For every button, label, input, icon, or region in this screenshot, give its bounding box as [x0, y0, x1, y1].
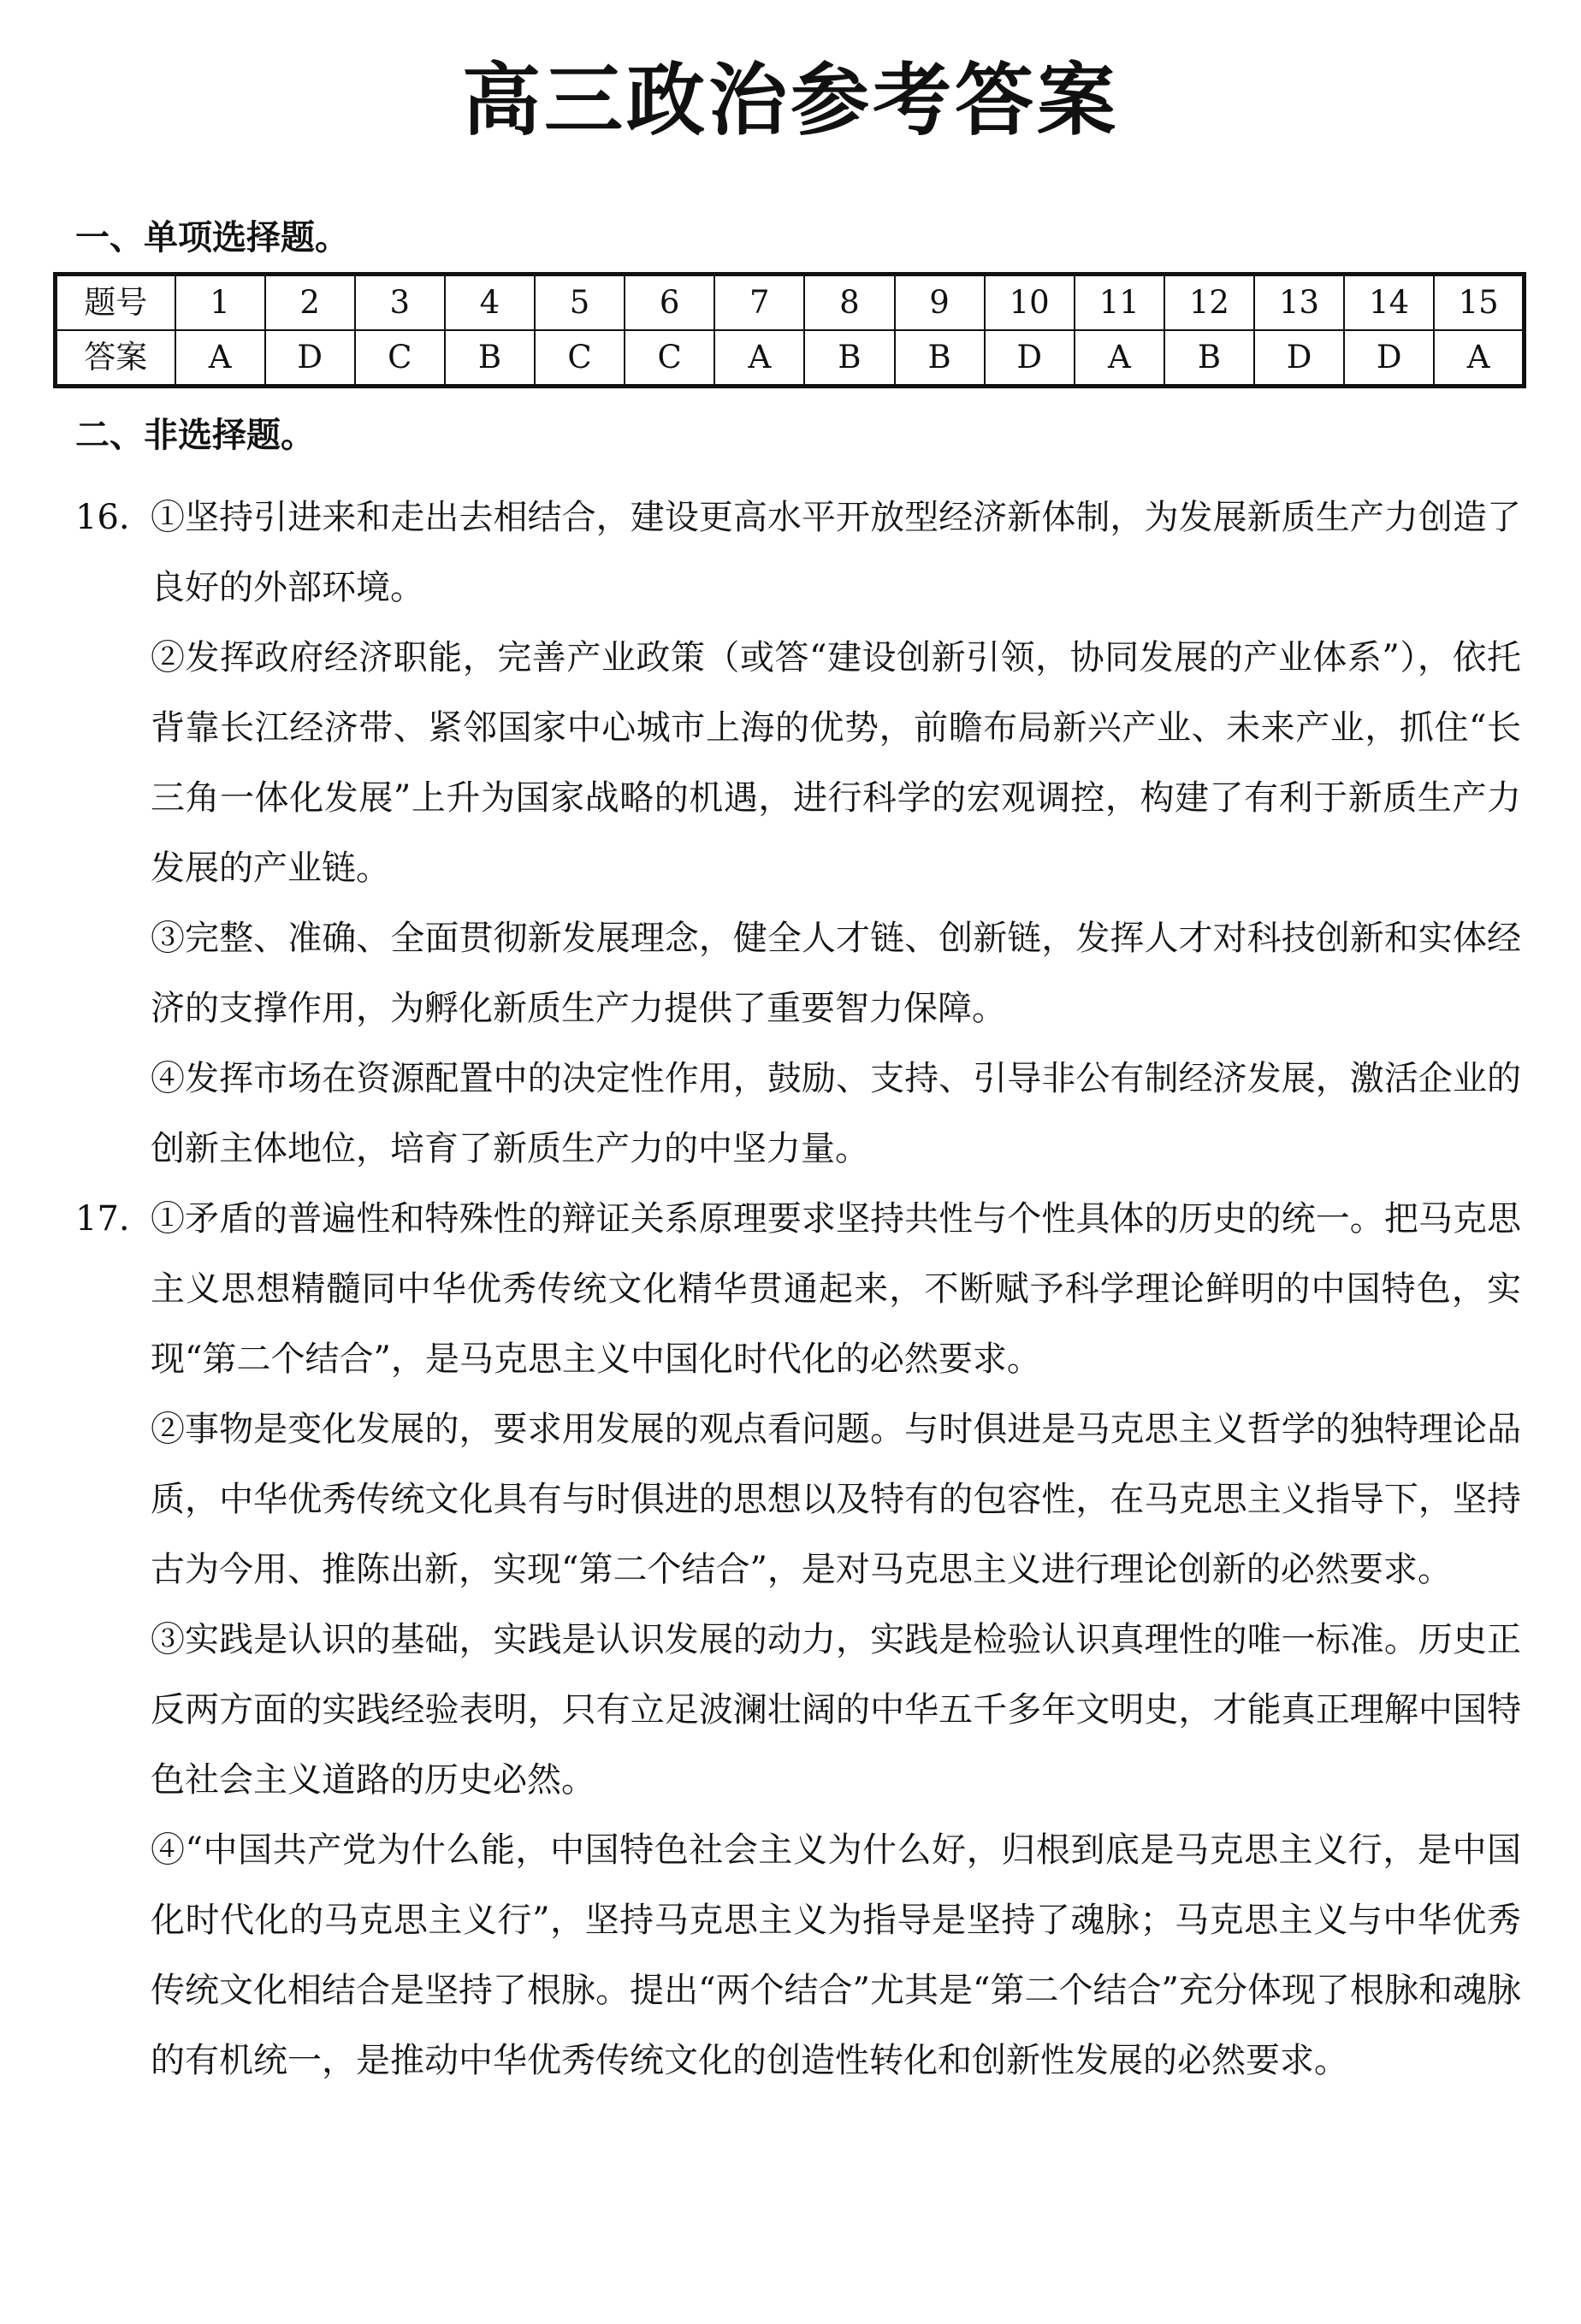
- question-number-cell: 9: [895, 275, 985, 331]
- answer-paragraph: ①矛盾的普遍性和特殊性的辩证关系原理要求坚持共性与个性具体的历史的统一。把马克思主义思想精髓同中华优秀传统文化精华贯通起来，不断赋予科学理论鲜明的中国特色，实现“第二个结合”，是马克思主义中国化时代化的必然要求。: [151, 1199, 1521, 1379]
- answer-paragraph: ③完整、准确、全面贯彻新发展理念，健全人才链、创新链，发挥人才对科技创新和实体经济的支撑作用，为孵化新质生产力提供了重要智力保障。: [151, 919, 1521, 1028]
- answer-cell: B: [895, 330, 985, 387]
- answer-cell: A: [175, 330, 265, 387]
- answer-cell: D: [265, 330, 355, 387]
- answer-paragraph: ②事物是变化发展的，要求用发展的观点看问题。与时俱进是马克思主义哲学的独特理论品质，中华优秀传统文化具有与时俱进的思想以及特有的包容性，在马克思主义指导下，坚持古为今用、推陈出新，实现“第二个结合”，是对马克思主义进行理论创新的必然要求。: [151, 1410, 1521, 1589]
- question-number-cell: 12: [1164, 275, 1254, 331]
- question-number-cell: 3: [355, 275, 445, 331]
- question-number-cell: 2: [265, 275, 355, 331]
- question-number: 16.: [75, 498, 130, 537]
- row-label-answer: 答案: [56, 330, 175, 387]
- answer-paragraph: ①坚持引进来和走出去相结合，建设更高水平开放型经济新体制，为发展新质生产力创造了良好的外部环境。: [151, 498, 1521, 607]
- question-number-cell: 6: [625, 275, 714, 331]
- page-title: 高三政治参考答案: [461, 54, 1119, 146]
- question-number-cell: 14: [1344, 275, 1434, 331]
- answer-cell: B: [445, 330, 535, 387]
- question-number-cell: 4: [445, 275, 535, 331]
- question-number-cell: 13: [1254, 275, 1344, 331]
- answer-cell: A: [1075, 330, 1164, 387]
- answer-cell: D: [985, 330, 1075, 387]
- section-heading-single-choice: 一、单项选择题。: [75, 217, 349, 257]
- answer-paragraph: ②发挥政府经济职能，完善产业政策（或答“建设创新引领，协同发展的产业体系”），依托背靠长江经济带、紧邻国家中心城市上海的优势，前瞻布局新兴产业、未来产业，抓住“长三角一体化发展”上升为国家战略的机遇，进行科学的宏观调控，构建了有利于新质生产力发展的产业链。: [151, 638, 1521, 888]
- question-number-cell: 15: [1434, 275, 1524, 331]
- question-number-cell: 8: [804, 275, 894, 331]
- answer-cell: A: [1434, 330, 1524, 387]
- answer-cell: D: [1254, 330, 1344, 387]
- answer-paragraph: ④发挥市场在资源配置中的决定性作用，鼓励、支持、引导非公有制经济发展，激活企业的创新主体地位，培育了新质生产力的中坚力量。: [151, 1059, 1521, 1168]
- answer-cell: B: [804, 330, 894, 387]
- table-row-answers: [56, 330, 1525, 387]
- question-number: 17.: [75, 1199, 130, 1239]
- answer-paragraph: ④“中国共产党为什么能，中国特色社会主义为什么好，归根到底是马克思主义行，是中国化时代化的马克思主义行”，坚持马克思主义为指导是坚持了魂脉；马克思主义与中华优秀传统文化相结合是坚持了根脉。提出“两个结合”尤其是“第二个结合”充分体现了根脉和魂脉的有机统一，是推动中华优秀传统文化的创造性转化和创新性发展的必然要求。: [151, 1830, 1521, 2080]
- question-number-cell: 10: [985, 275, 1075, 331]
- question-number-cell: 1: [175, 275, 265, 331]
- answer-paragraph: ③实践是认识的基础，实践是认识发展的动力，实践是检验认识真理性的唯一标准。历史正反两方面的实践经验表明，只有立足波澜壮阔的中华五千多年文明史，才能真正理解中国特色社会主义道路的历史必然。: [151, 1620, 1521, 1800]
- question-16-answer: [75, 482, 1521, 1184]
- answer-cell: C: [535, 330, 625, 387]
- section-heading-non-choice: 二、非选择题。: [75, 415, 315, 455]
- answer-cell: D: [1344, 330, 1434, 387]
- answer-cell: C: [355, 330, 445, 387]
- answer-table: [53, 272, 1526, 388]
- question-number-cell: 7: [714, 275, 804, 331]
- question-number-cell: 5: [535, 275, 625, 331]
- table-row-numbers: [56, 275, 1525, 331]
- answer-cell: A: [714, 330, 804, 387]
- question-number-cell: 11: [1075, 275, 1164, 331]
- answer-cell: B: [1164, 330, 1254, 387]
- question-17-answer: [75, 1184, 1521, 2096]
- row-label-number: 题号: [56, 275, 175, 331]
- answer-cell: C: [625, 330, 714, 387]
